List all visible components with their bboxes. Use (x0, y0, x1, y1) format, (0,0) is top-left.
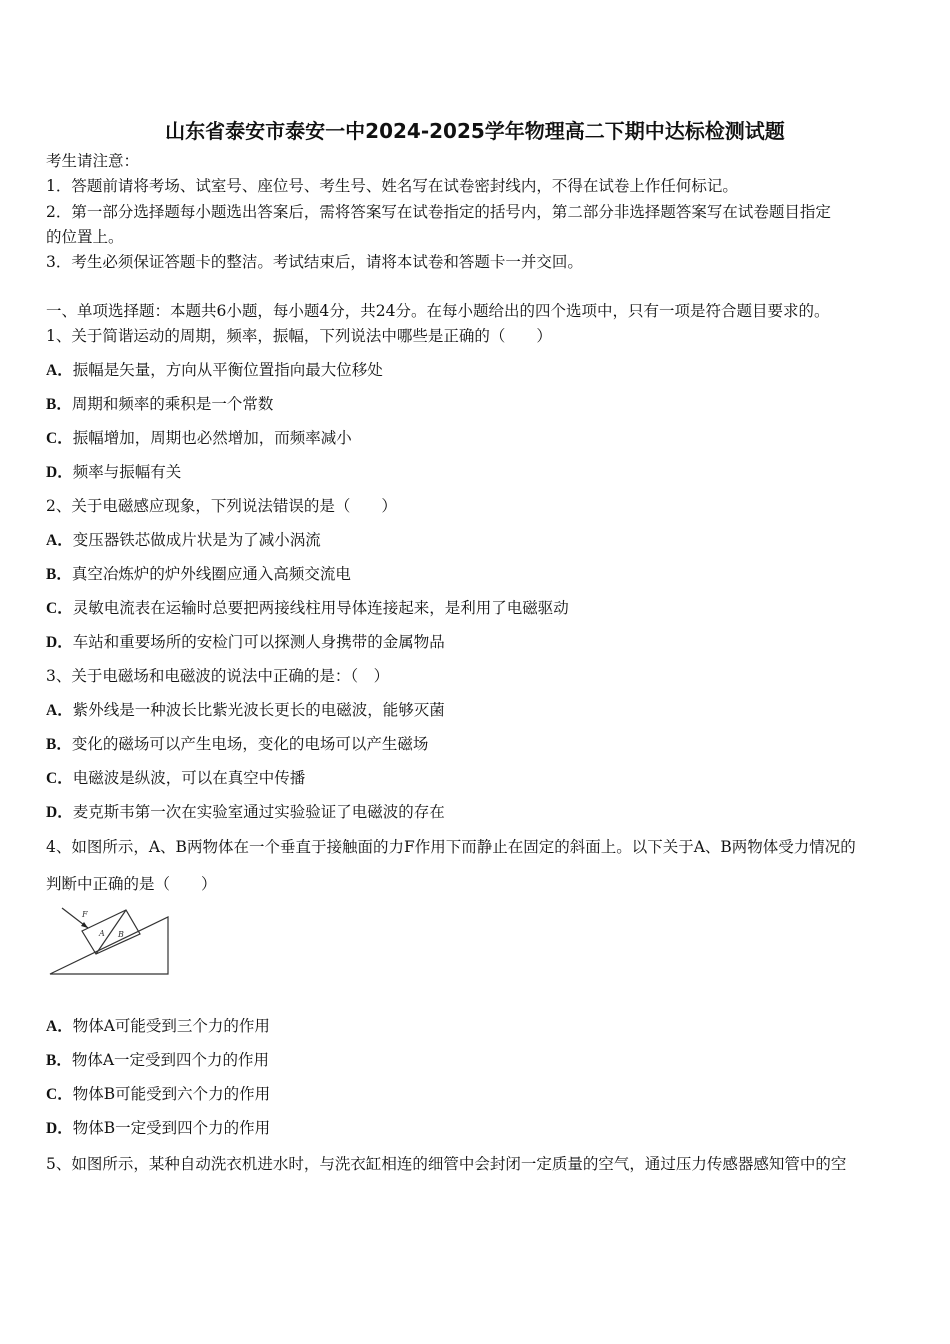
question-2-option-d: D．车站和重要场所的安检门可以探测人身携带的金属物品 (46, 633, 445, 651)
label-a: A (99, 929, 105, 938)
notice-item: 3．考生必须保证答题卡的整洁。考试结束后，请将本试卷和答题卡一并交回。 (46, 253, 583, 271)
question-2-stem: 2、关于电磁感应现象，下列说法错误的是（ ） (46, 497, 397, 515)
question-4-option-d: D．物体B一定受到四个力的作用 (46, 1119, 271, 1137)
question-4-stem-continued: 判断中正确的是（ ） (46, 875, 217, 893)
question-2-option-a: A．变压器铁芯做成片状是为了减小涡流 (46, 531, 321, 549)
notice-item: 的位置上。 (46, 228, 124, 246)
question-4-stem: 4、如图所示，A、B两物体在一个垂直于接触面的力F作用下而静止在固定的斜面上。以下关于A、B两物体受力情况的 (46, 838, 856, 856)
question-1-option-b: B．周期和频率的乘积是一个常数 (46, 395, 274, 413)
question-3-option-a: A．紫外线是一种波长比紫光波长更长的电磁波，能够灭菌 (46, 701, 445, 719)
incline (50, 917, 168, 974)
question-3-option-b: B．变化的磁场可以产生电场，变化的电场可以产生磁场 (46, 735, 429, 753)
section-heading: 一、单项选择题：本题共6小题，每小题4分，共24分。在每小题给出的四个选项中，只有一项是符合题目要求的。 (46, 302, 830, 320)
notice-item: 1．答题前请将考场、试室号、座位号、考生号、姓名写在试卷密封线内，不得在试卷上作任何标记。 (46, 177, 738, 195)
question-2-option-c: C．灵敏电流表在运输时总要把两接线柱用导体连接起来，是利用了电磁驱动 (46, 599, 569, 617)
question-4-option-b: B．物体A一定受到四个力的作用 (46, 1051, 270, 1069)
question-4-option-c: C．物体B可能受到六个力的作用 (46, 1085, 271, 1103)
question-1-stem: 1、关于简谐运动的周期，频率，振幅，下列说法中哪些是正确的（ ） (46, 327, 552, 345)
question-2-option-b: B．真空冶炼炉的炉外线圈应通入高频交流电 (46, 565, 351, 583)
question-3-option-d: D．麦克斯韦第一次在实验室通过实验验证了电磁波的存在 (46, 803, 445, 821)
question-1-option-a: A．振幅是矢量，方向从平衡位置指向最大位移处 (46, 361, 383, 379)
label-b: B (118, 930, 124, 939)
question-4-option-a: A．物体A可能受到三个力的作用 (46, 1017, 270, 1035)
question-1-option-c: C．振幅增加，周期也必然增加，而频率减小 (46, 429, 352, 447)
label-f: F (82, 910, 88, 919)
notice-heading: 考生请注意： (46, 152, 140, 170)
incline-figure (44, 902, 174, 980)
question-1-option-d: D．频率与振幅有关 (46, 463, 182, 481)
notice-item: 2．第一部分选择题每小题选出答案后，需将答案写在试卷指定的括号内，第二部分非选择题答案写在试卷题目指定 (46, 203, 831, 221)
question-3-stem: 3、关于电磁场和电磁波的说法中正确的是：（ ） (46, 667, 390, 685)
question-3-option-c: C．电磁波是纵波，可以在真空中传播 (46, 769, 306, 787)
question-5-stem: 5、如图所示，某种自动洗衣机进水时，与洗衣缸相连的细管中会封闭一定质量的空气，通过压力传感器感知管中的空 (46, 1155, 847, 1173)
page-title: 山东省泰安市泰安一中2024-2025学年物理高二下期中达标检测试题 (165, 119, 785, 143)
